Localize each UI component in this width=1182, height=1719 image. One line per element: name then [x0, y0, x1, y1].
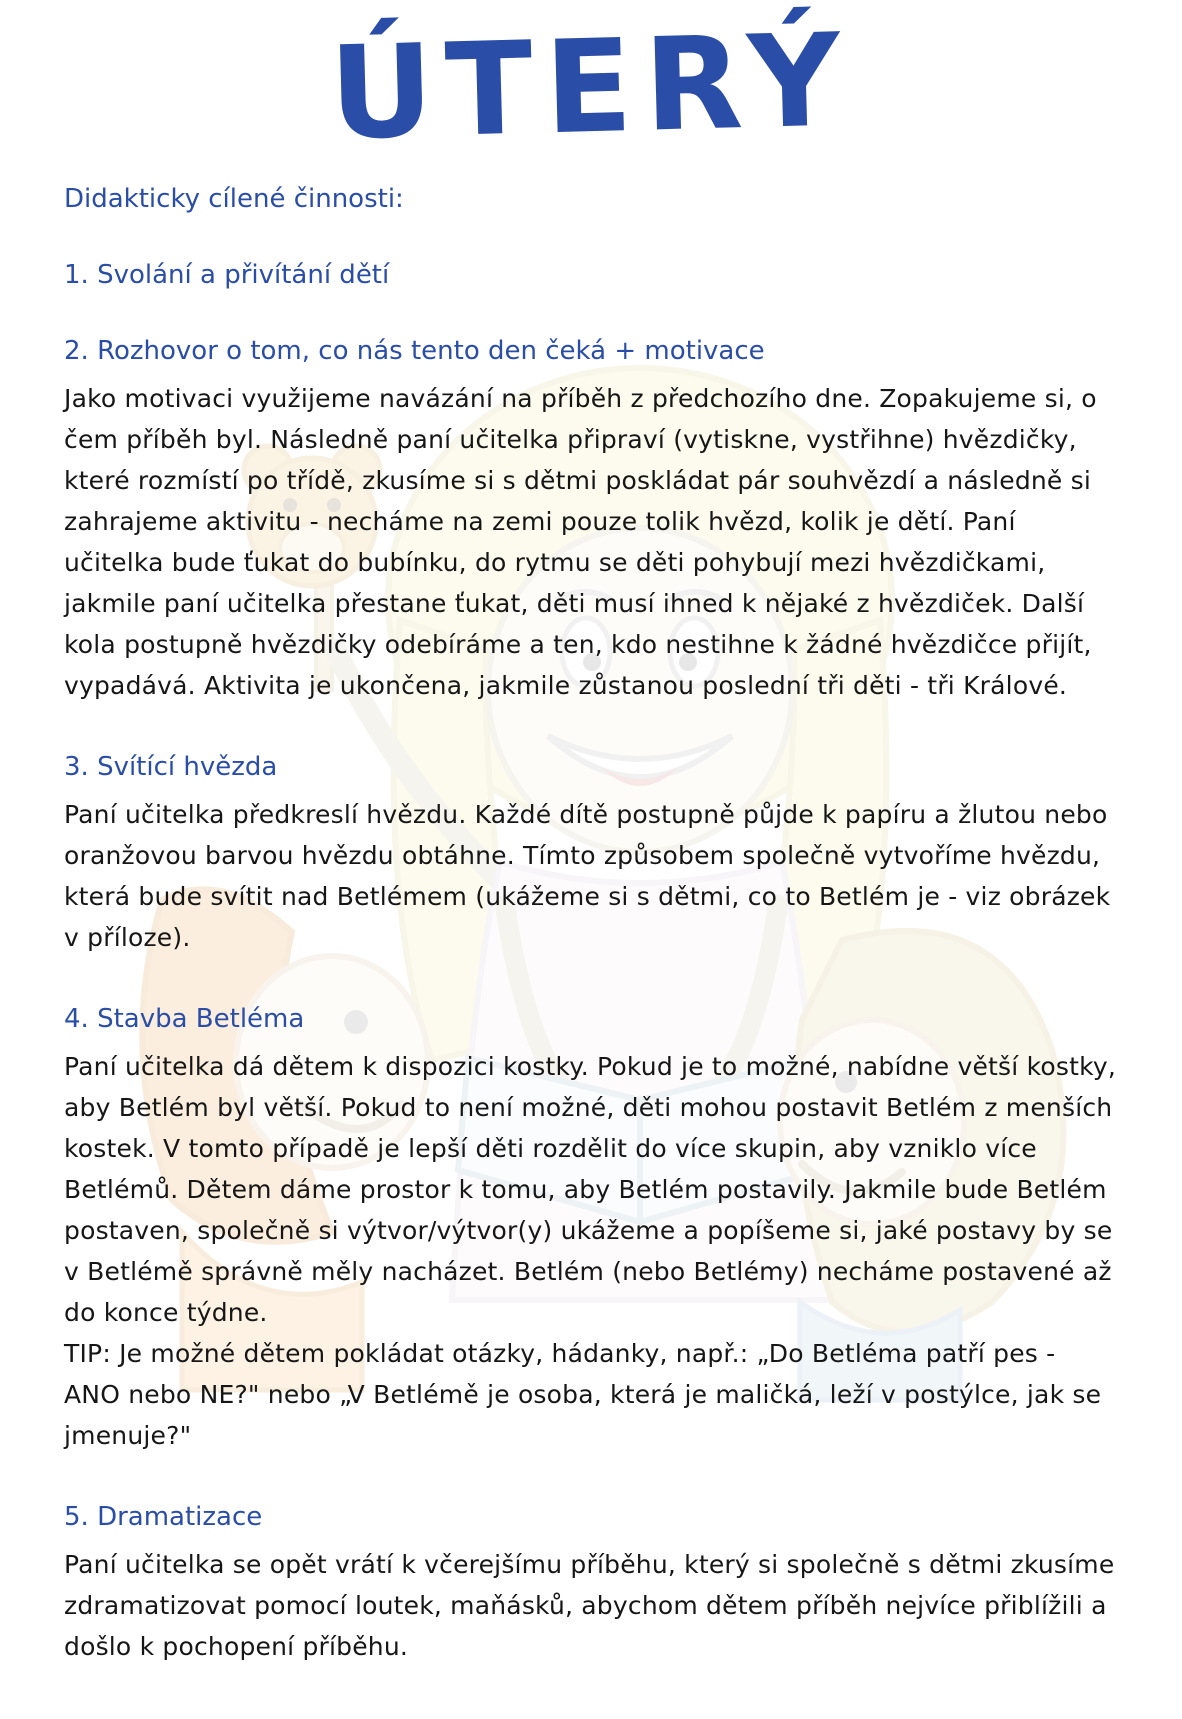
intro-line: Didakticky cílené činnosti: [64, 184, 404, 214]
section-2-heading: 2. Rozhovor o tom, co nás tento den čeká + motivace [64, 336, 765, 366]
section-building-bethlehem [64, 1004, 1118, 1456]
section-2-body: Jako motivaci využijeme navázání na příběh z předchozího dne. Zopakujeme si, o čem příběh byl. Následně paní učitelka připraví (vytiskne, vystřihne) hvězdičky, které rozmístí po třídě, zkusíme si s dětmi poskládat pár souhvězdí a následně si zahrajeme aktivitu - necháme na zemi pouze tolik hvězd, kolik je dětí. Paní učitelka bude ťukat do bubínku, do rytmu se děti pohybují mezi hvězdičkami, jakmile paní učitelka přestane ťukat, děti musí ihned k nějaké z hvězdiček. Další kola postupně hvězdičky odebíráme a ten, kdo nestihne k žádné hvězdičce přijít, vypadává. Aktivita je ukončena, jakmile zůstanou poslední tři děti - tři Králové. [64, 384, 1097, 700]
section-5-heading: 5. Dramatizace [64, 1502, 263, 1532]
section-1-heading: 1. Svolání a přivítání dětí [64, 260, 390, 290]
section-4-body: Paní učitelka dá dětem k dispozici kostky. Pokud je to možné, nabídne větší kostky, aby Betlém byl větší. Pokud to není možné, děti mohou postavit Betlém z menších kostek. V tomto případě je lepší děti rozdělit do více skupin, aby vzniklo více Betlémů. Dětem dáme prostor k tomu, aby Betlém postavily. Jakmile bude Betlém postaven, společně si výtvor/výtvor(y) ukážeme a popíšeme si, jaké postavy by se v Betlémě správně měly nacházet. Betlém (nebo Betlémy) necháme postavené až do konce týdne. [64, 1052, 1117, 1327]
section-dramatization [64, 1502, 1118, 1667]
section-4-tip: TIP: Je možné dětem pokládat otázky, hádanky, např.: „Do Betléma patří pes - ANO nebo NE?" nebo „V Betlémě je osoba, která je maličká, leží v postýlce, jak se jmenuje?" [64, 1339, 1102, 1450]
section-5-body: Paní učitelka se opět vrátí k včerejšímu příběhu, který si společně s dětmi zkusíme zdramatizovat pomocí loutek, maňásků, abychom dětem příběh nejvíce přiblížili a došlo k pochopení příběhu. [64, 1550, 1115, 1661]
section-shining-star [64, 752, 1118, 958]
page-title: ÚTERÝ [327, 6, 855, 169]
section-3-heading: 3. Svítící hvězda [64, 752, 278, 782]
section-conversation-motivation [64, 336, 1118, 706]
section-4-heading: 4. Stavba Betléma [64, 1004, 305, 1034]
section-greeting [64, 260, 1118, 290]
section-3-body: Paní učitelka předkreslí hvězdu. Každé dítě postupně půjde k papíru a žlutou nebo oranžovou barvou hvězdu obtáhne. Tímto způsobem společně vytvoříme hvězdu, která bude svítit nad Betlémem (ukážeme si s dětmi, co to Betlém je - viz obrázek v příloze). [64, 800, 1111, 952]
